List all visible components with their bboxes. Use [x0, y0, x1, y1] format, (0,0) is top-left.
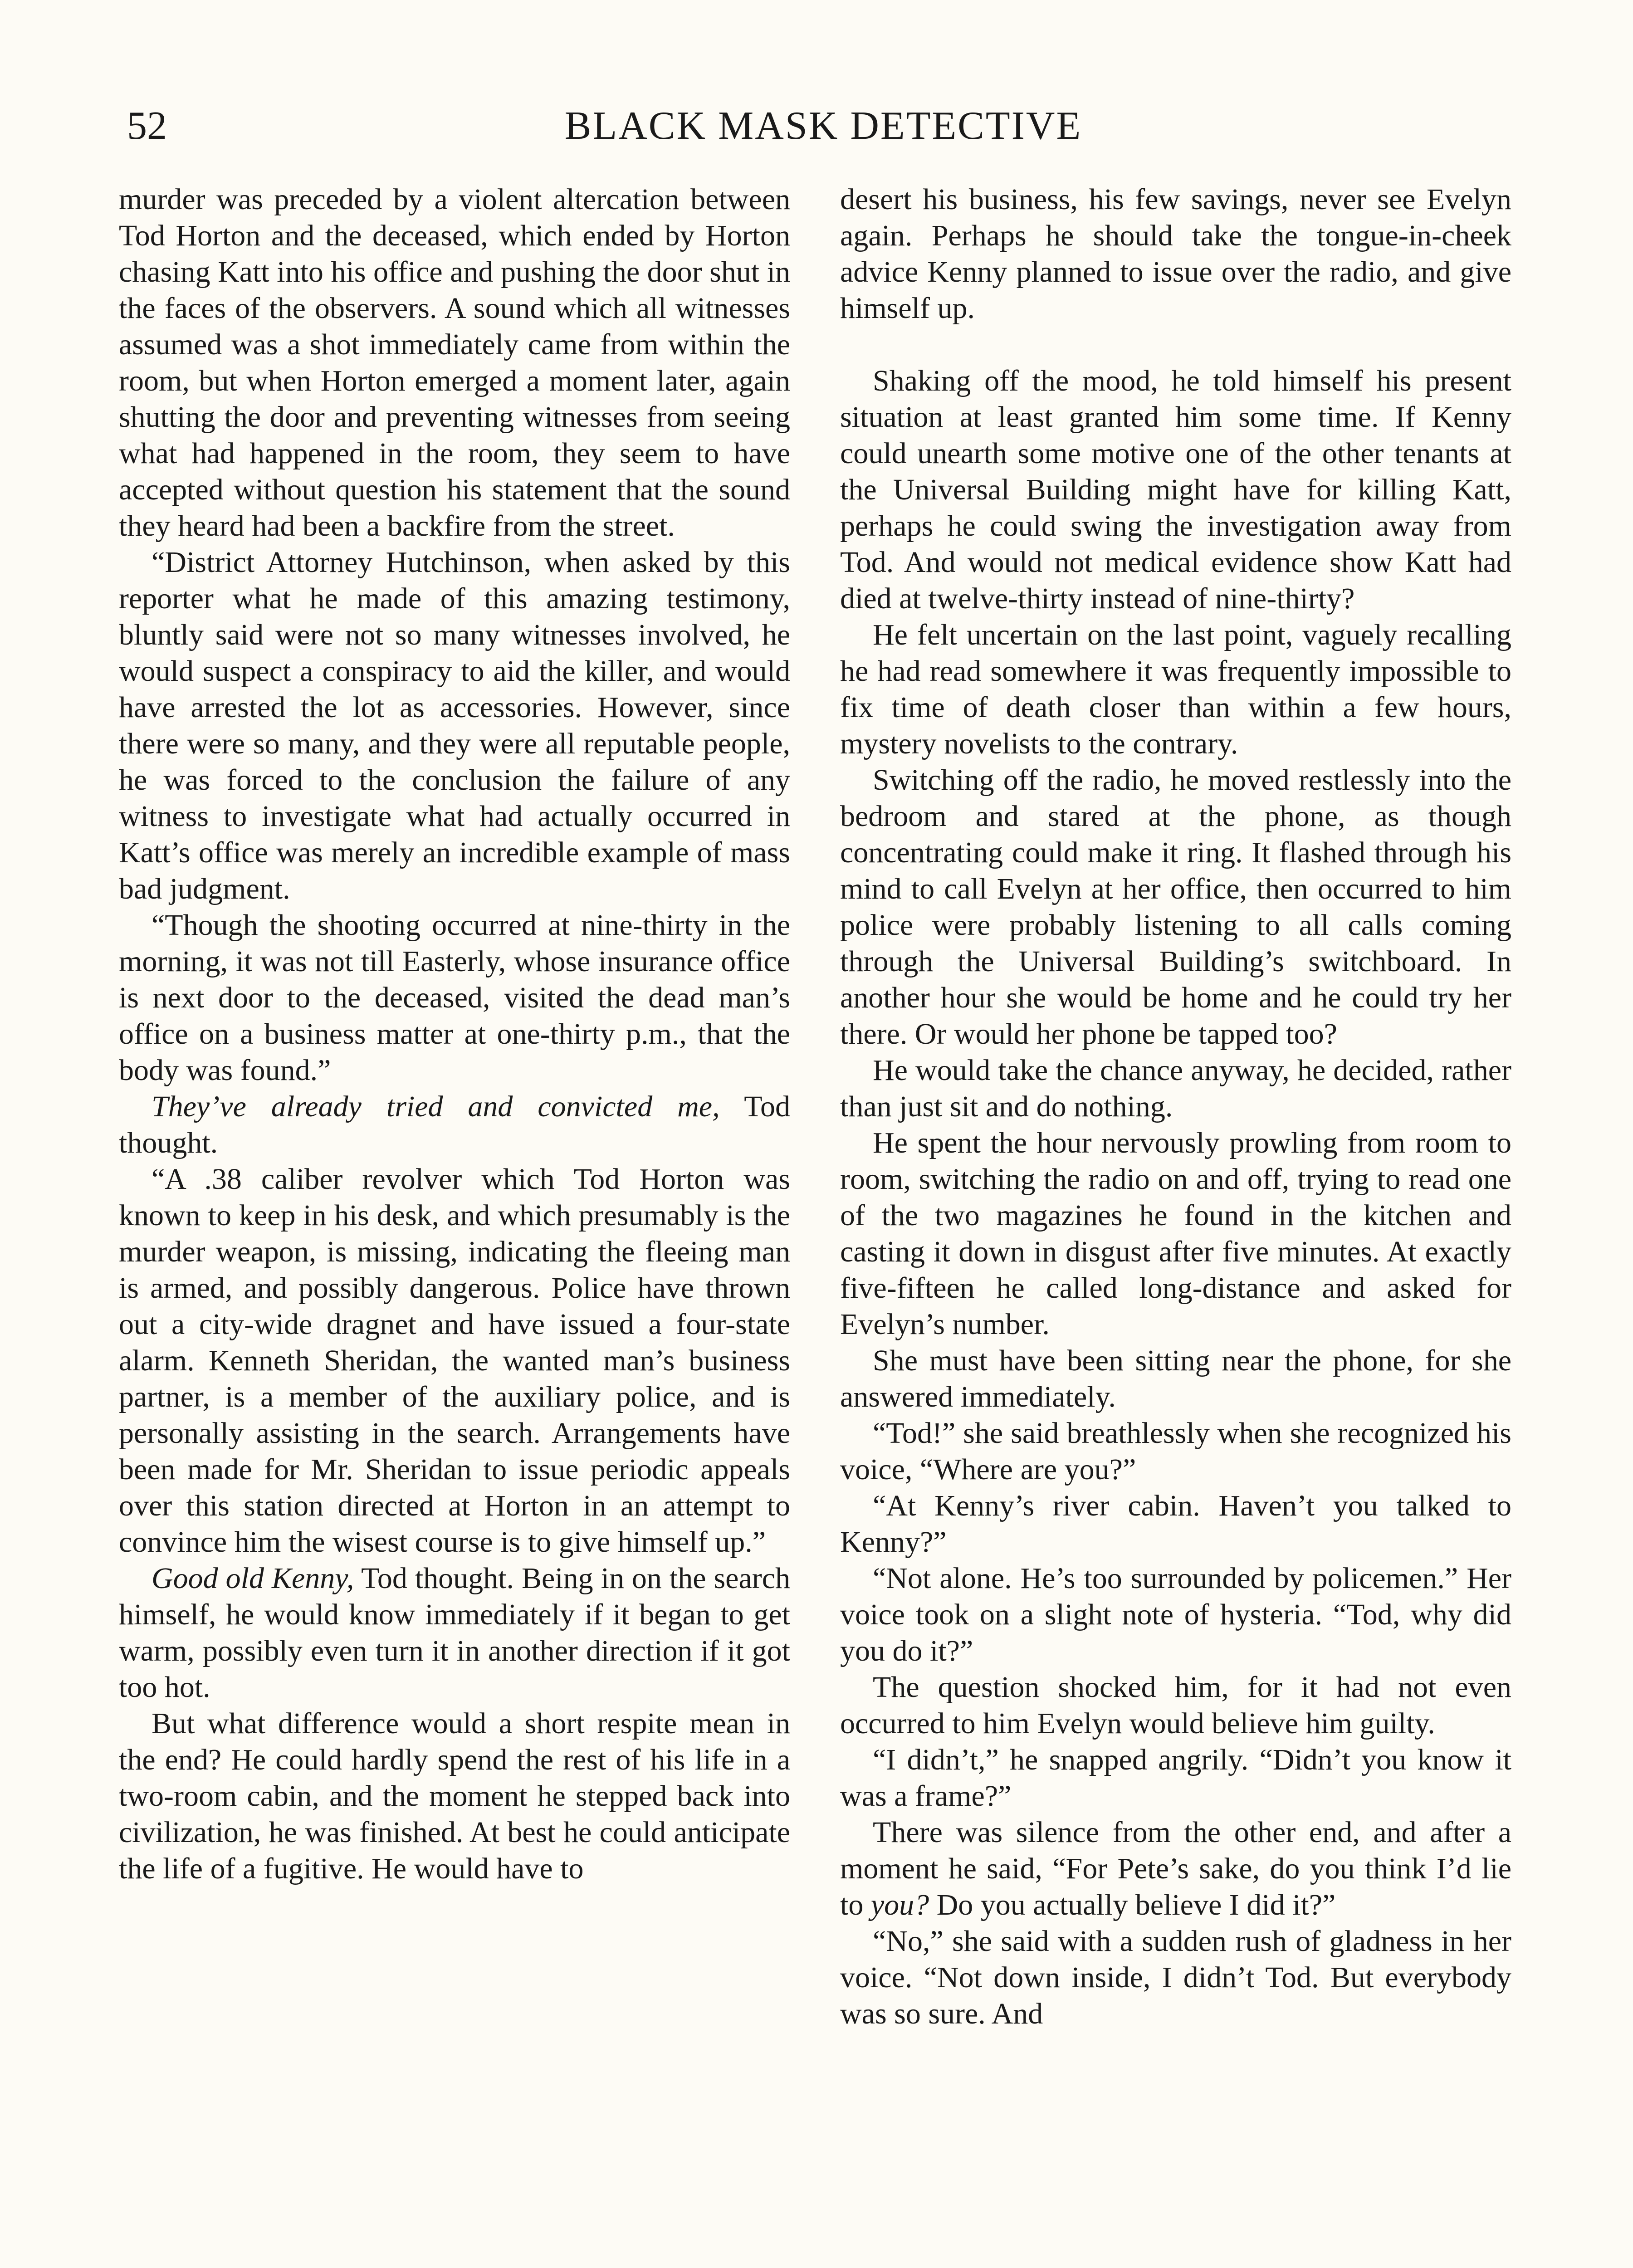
paragraph: “I didn’t,” he snapped angrily. “Didn’t you know it was a frame?” [840, 1743, 1511, 1813]
paragraph: He felt uncertain on the last point, vaguely recalling he had read somewhere it was frequently impossible to fix time of death closer than within a few hours, mystery novelists to the contrary. [840, 618, 1511, 760]
paragraph-text: Do you actually believe I did it?” [929, 1888, 1336, 1921]
paragraph: Shaking off the mood, he told himself his present situation at least granted him some time. If Kenny could unearth some motive one of the other tenants at the Universal Building might have for killing Katt, perhaps he could swing the investigation away from Tod. And would not medical evidence show Katt had died at twelve-thirty instead of nine-thirty? [840, 364, 1511, 615]
italic-thought: Good old Kenny, [152, 1562, 354, 1595]
paragraph: “At Kenny’s river cabin. Haven’t you talked to Kenny?” [840, 1489, 1511, 1559]
paragraph: The question shocked him, for it had not even occurred to him Evelyn would believe him guilty. [840, 1671, 1511, 1740]
paragraph: He spent the hour nervously prowling from room to room, switching the radio on and off, trying to read one of the two magazines he found in the kitchen and casting it down in disgust after five minutes. At exactly five-fifteen he called long-distance and asked for Evelyn’s number. [840, 1126, 1511, 1341]
paragraph: desert his business, his few savings, never see Evelyn again. Perhaps he should take the tongue-in-cheek advice Kenny planned to issue over the radio, and give himself up. [840, 183, 1511, 325]
page-number: 52 [127, 104, 167, 148]
paragraph: murder was preceded by a violent altercation between Tod Horton and the deceased, which ended by Horton chasing Katt into his office and pushing the door shut in the faces of the observers. A sound which all witnesses assumed was a shot immediately came from within the room, but when Horton emerged a moment later, again shutting the door and preventing witnesses from seeing what had happened in the room, they seem to have accepted without question his statement that the sound they heard had been a backfire from the street. [119, 183, 790, 543]
paragraph: “No,” she said with a sudden rush of gladness in her voice. “Not down inside, I didn’t Tod. But everybody was so sure. And [840, 1925, 1511, 2030]
paragraph: She must have been sitting near the phone, for she answered immediately. [840, 1344, 1511, 1413]
paragraph: “Though the shooting occurred at nine-thirty in the morning, it was not till Easterly, whose insurance office is next door to the deceased, visited the dead man’s office on a business matter at one-thirty p.m., that the body was found.” [119, 909, 790, 1087]
paragraph [119, 1560, 790, 1706]
paragraph: “Tod!” she said breathlessly when she recognized his voice, “Where are you?” [840, 1417, 1511, 1486]
paragraph: “A .38 caliber revolver which Tod Horton was known to keep in his desk, and which presumably is the murder weapon, is missing, indicating the fleeing man is armed, and possibly dangerous. Police have thrown out a city-wide dragnet and have issued a four-state alarm. Kenneth Sheridan, the wanted man’s business partner, is a member of the auxiliary police, and is personally assisting in the search. Arrangements have been made for Mr. Sheridan to issue periodic appeals over this station directed at Horton in an attempt to convince him the wisest course is to give himself up.” [119, 1163, 790, 1559]
italic-thought: They’ve already tried and convicted me, [152, 1090, 720, 1123]
right-column [840, 181, 1511, 2032]
paragraph-text: Tod thought. [119, 1090, 791, 1159]
paragraph: He would take the chance anyway, he decided, rather than just sit and do nothing. [840, 1054, 1511, 1123]
page-header [127, 103, 1520, 158]
paragraph-text: There was silence from the other end, and after a moment he said, “For Pete’s sake, do you think I’d lie to [840, 1816, 1511, 1921]
paragraph-text: Tod thought. Being in on the search himself, he would know immediately if it began to get warm, possibly even turn it in another direction if it got too hot. [119, 1562, 791, 1704]
magazine-title: BLACK MASK DETECTIVE [564, 104, 1082, 148]
paragraph: Switching off the radio, he moved restlessly into the bedroom and stared at the phone, as though concentrating could make it ring. It flashed through his mind to call Evelyn at her office, then occurred to him police were probably listening to all calls coming through the Universal Building’s switchboard. In another hour she would be home and he could try her there. Or would her phone be tapped too? [840, 763, 1511, 1051]
paragraph [840, 1814, 1511, 1923]
paragraph [119, 1089, 790, 1161]
paragraph: “District Attorney Hutchinson, when asked by this reporter what he made of this amazing testimony, bluntly said were not so many witnesses involved, he would suspect a conspiracy to aid the killer, and would have arrested the lot as accessories. However, since there were so many, and they were all reputable people, he was forced to the conclusion the failure of any witness to investigate what had actually occurred in Katt’s office was merely an incredible example of mass bad judgment. [119, 546, 790, 905]
italic-emphasis: you? [870, 1888, 929, 1921]
paragraph: But what difference would a short respite mean in the end? He could hardly spend the rest of his life in a two-room cabin, and the moment he stepped back into civilization, he was finished. At best he could anticipate the life of a fugitive. He would have to [119, 1707, 790, 1885]
paragraph: “Not alone. He’s too surrounded by policemen.” Her voice took on a slight note of hysteria. “Tod, why did you do it?” [840, 1562, 1511, 1667]
left-column [119, 181, 790, 1887]
